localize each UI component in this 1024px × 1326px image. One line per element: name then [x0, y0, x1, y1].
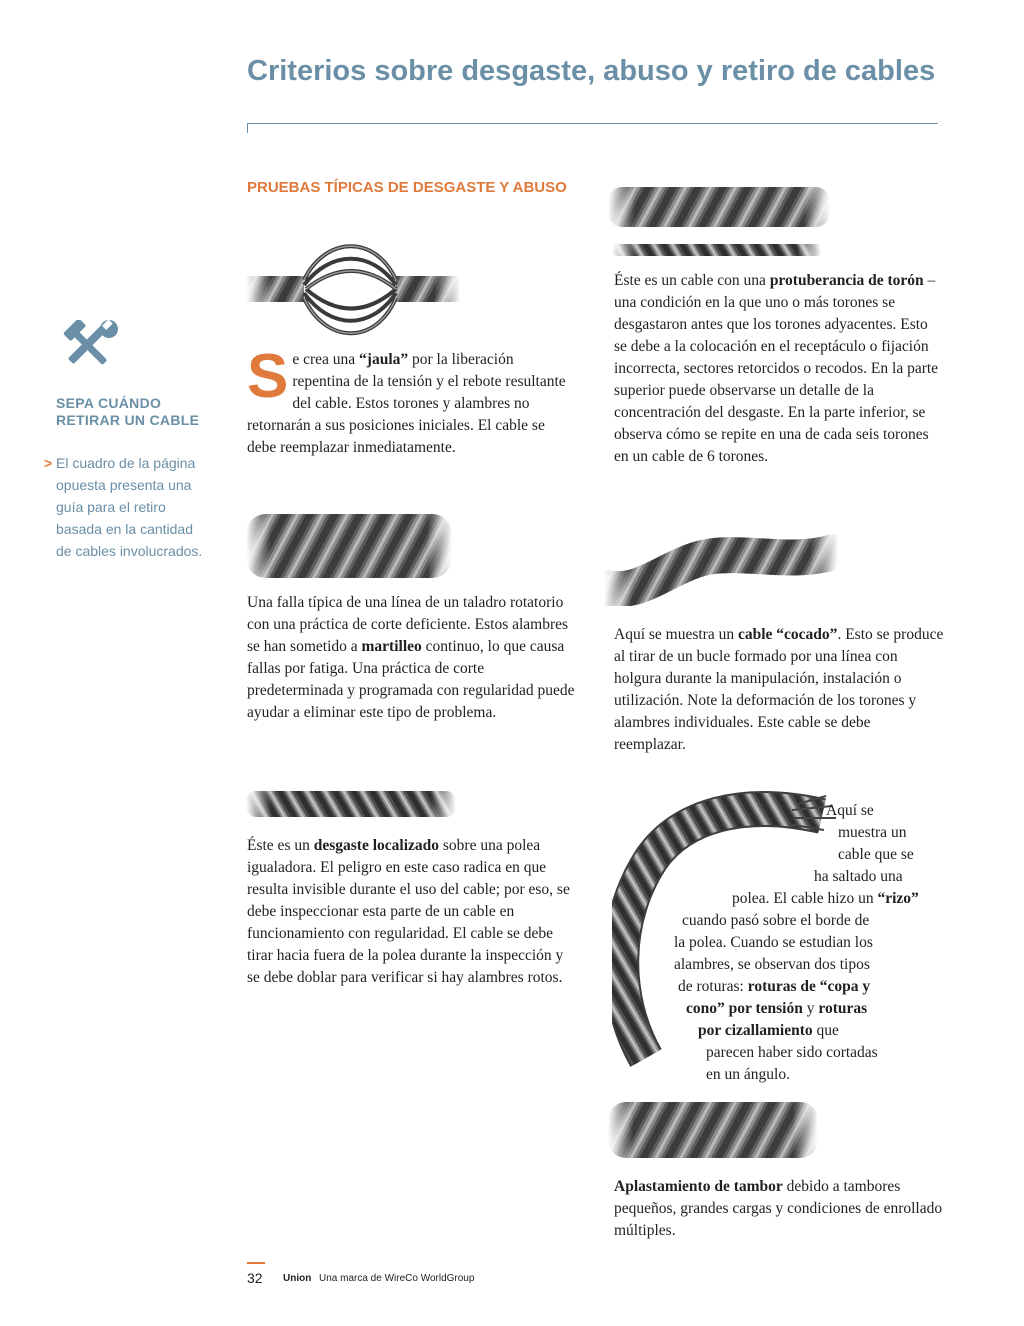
localized-wear-rope-image: [246, 788, 456, 820]
strand-protrusion-bottom-image: [612, 242, 822, 258]
peened-rope-image: [246, 508, 452, 584]
birdcage-paragraph: Se crea una “jaula” por la liberación repentina de la tensión y el rebote resultante del cable. Estos torones y alambres no retornarán a sus posiciones iniciales. El cable se debe reemplazar inmediatamente.: [247, 342, 566, 456]
text-line: por cizallamiento que: [698, 1022, 839, 1039]
footer-tagline: Una marca de WireCo WorldGroup: [319, 1273, 475, 1284]
drum-crushing-paragraph: Aplastamiento de tambor debido a tambores pequeños, grandes cargas y condiciones de enrollado múltiples.: [614, 1178, 943, 1239]
tools-icon: [60, 320, 120, 370]
footer-brand: Union: [283, 1273, 312, 1284]
title-divider: [247, 123, 938, 124]
text-line: cono” por tensión y roturas: [686, 1000, 868, 1017]
text-line: muestra un: [838, 824, 907, 841]
strand-protrusion-top-image: [608, 183, 830, 231]
localized-wear-paragraph: Éste es un desgaste localizado sobre una polea igualadora. El peligro en este caso radica en que resulta invisible durante el uso del cable; por eso, se debe inspeccionar esta parte de un cable en funcionamiento con regularidad. El cable se debe tirar hacia fuera de la polea durante la inspección y se debe doblar para verificar si hay alambres rotos.: [247, 837, 570, 986]
sidebar-bullet: >: [44, 455, 53, 471]
sidebar-heading: SEPA CUÁNDO RETIRAR UN CABLE: [56, 395, 200, 428]
footer-accent-rule: [247, 1262, 265, 1264]
peening-paragraph: Una falla típica de una línea de un taladro rotatorio con una práctica de corte deficiente. Estos alambres se han sometido a martilleo continuo, lo que causa fallas por fatiga. Una práctica de corte predeterminada y programada con regularidad puede ayudar a eliminar este tipo de problema.: [247, 594, 575, 721]
text-line: alambres, se observan dos tipos: [674, 956, 870, 973]
text-line: la polea. Cuando se estudian los: [674, 934, 873, 951]
drum-crushing-rope-image: [608, 1098, 818, 1162]
text-line: cuando pasó sobre el borde de: [682, 912, 870, 929]
text-line: polea. El cable hizo un “rizo”: [732, 890, 919, 907]
sidebar-body: El cuadro de la página opuesta presenta una guía para el retiro basada en la cantidad de cables involucrados.: [56, 455, 203, 559]
birdcage-rope-image: [246, 240, 460, 340]
text-line: Aquí se: [826, 802, 874, 819]
section-heading: PRUEBAS TÍPICAS DE DESGASTE Y ABUSO: [247, 179, 567, 196]
text-line: cable que se: [838, 846, 914, 863]
text-line: de roturas: roturas de “copa y: [678, 978, 871, 995]
page-title: Criterios sobre desgaste, abuso y retiro de cables: [247, 55, 936, 87]
jumped-sheave-paragraph: [614, 800, 944, 1090]
strand-protrusion-paragraph: Éste es un cable con una protuberancia de torón – una condición en la que uno o más torones se desgastaron antes que los torones adyacentes. Esto se debe a la colocación en el receptáculo o fijación incorrecta, sectores retorcidos o recodos. En la parte superior puede observarse un detalle de la concentración del desgaste. En la parte inferior, se observa cómo se repite en una de cada seis torones en un cable de 6 torones.: [614, 272, 939, 465]
text-line: ha saltado una: [814, 868, 903, 885]
kinked-rope-paragraph: Aquí se muestra un cable “cocado”. Esto se produce al tirar de un bucle formado por una línea con holgura durante la manipulación, instalación o utilización. Note la deformación de los torones y alambres individuales. Este cable se debe reemplazar.: [614, 626, 944, 753]
kinked-rope-image: [604, 530, 838, 606]
text-line: parecen haber sido cortadas: [706, 1044, 878, 1061]
page-number: 32: [247, 1270, 263, 1286]
dropcap: S: [247, 342, 289, 411]
title-divider-tick: [247, 123, 248, 133]
text-line: en un ángulo.: [706, 1066, 790, 1083]
